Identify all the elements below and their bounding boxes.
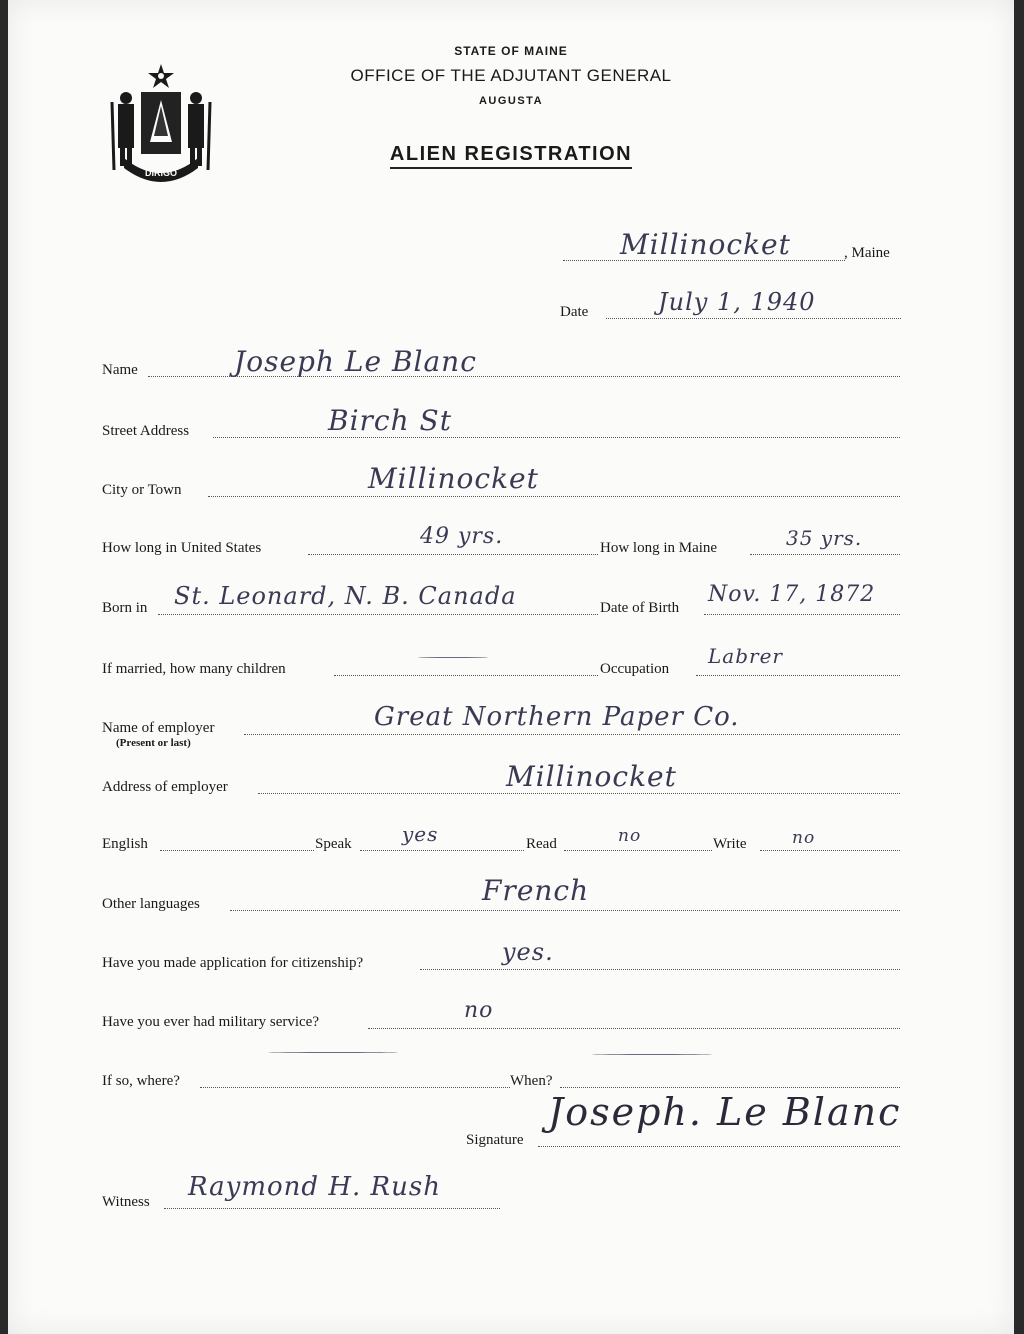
city-label: City or Town [102, 482, 182, 498]
read-line [564, 850, 712, 851]
form-title [8, 143, 1014, 166]
street-line [213, 437, 900, 438]
maine-value: 35 yrs. [786, 526, 863, 550]
witness-value: Raymond H. Rush [188, 1172, 441, 1202]
signature-value: Joseph. Le Blanc [548, 1090, 902, 1134]
header-city: AUGUSTA [478, 95, 544, 107]
speak-line [360, 850, 524, 851]
where-dash [268, 1052, 398, 1053]
military-label: Have you ever had military service? [102, 1014, 319, 1030]
military-line [368, 1028, 900, 1029]
english-line [160, 850, 314, 851]
maine-line [750, 554, 900, 555]
born-label: Born in [102, 600, 148, 616]
us-value: 49 yrs. [420, 524, 504, 549]
form-title-text: ALIEN REGISTRATION [390, 143, 632, 169]
dob-value: Nov. 17, 1872 [708, 582, 876, 607]
dob-label: Date of Birth [600, 600, 680, 616]
occupation-label: Occupation [600, 661, 670, 677]
street-value: Birch St [328, 404, 452, 437]
born-line [158, 614, 598, 615]
date-label: Date [560, 304, 589, 320]
children-dash [418, 657, 488, 658]
citizenship-label: Have you made application for citizenship? [102, 955, 364, 971]
children-line [334, 675, 598, 676]
maine-label: How long in Maine [600, 540, 718, 556]
languages-line [230, 910, 900, 911]
street-label: Street Address [102, 423, 190, 439]
signature-label: Signature [466, 1132, 524, 1148]
children-label: If married, how many children [102, 661, 286, 677]
employer-line [244, 734, 900, 735]
speak-label: Speak [315, 836, 352, 852]
witness-label: Witness [102, 1194, 150, 1210]
occupation-line [696, 675, 900, 676]
signature-line [538, 1146, 900, 1147]
citizenship-line [420, 969, 900, 970]
when-dash [592, 1054, 712, 1055]
military-value: no [464, 998, 494, 1023]
name-label: Name [102, 362, 138, 378]
where-line [200, 1087, 510, 1088]
date-line [606, 318, 901, 319]
write-line [760, 850, 900, 851]
languages-label: Other languages [102, 896, 200, 912]
write-value: no [792, 828, 816, 848]
dob-line [704, 614, 900, 615]
where-label: If so, where? [102, 1073, 180, 1089]
employer-address-line [258, 793, 900, 794]
speak-value: yes [402, 822, 439, 846]
seal-motto: DIRIGO [144, 168, 178, 178]
employer-address-value: Millinocket [506, 760, 677, 793]
document-page [8, 0, 1014, 1334]
read-label: Read [526, 836, 557, 852]
witness-line [164, 1208, 500, 1209]
us-line [308, 554, 598, 555]
write-label: Write [713, 836, 747, 852]
citizenship-value: yes. [502, 938, 554, 966]
city-value: Millinocket [368, 462, 539, 495]
header-office: OFFICE OF THE ADJUTANT GENERAL [350, 66, 672, 85]
location-value: Millinocket [620, 228, 791, 261]
languages-value: French [482, 874, 590, 907]
read-value: no [618, 826, 642, 846]
when-label: When? [510, 1073, 553, 1089]
city-line [208, 496, 900, 497]
occupation-value: Labrer [708, 644, 783, 668]
born-value: St. Leonard, N. B. Canada [174, 582, 517, 610]
employer-label: Name of employer [102, 720, 215, 736]
employer-sublabel: (Present or last) [116, 737, 191, 749]
header-state: STATE OF MAINE [454, 44, 568, 58]
location-suffix: , Maine [844, 245, 890, 261]
when-line [560, 1087, 900, 1088]
employer-address-label: Address of employer [102, 779, 228, 795]
name-value: Joseph Le Blanc [234, 345, 477, 378]
employer-value: Great Northern Paper Co. [374, 702, 740, 732]
date-value: July 1, 1940 [658, 288, 816, 316]
us-label: How long in United States [102, 540, 262, 556]
english-label: English [102, 836, 148, 852]
